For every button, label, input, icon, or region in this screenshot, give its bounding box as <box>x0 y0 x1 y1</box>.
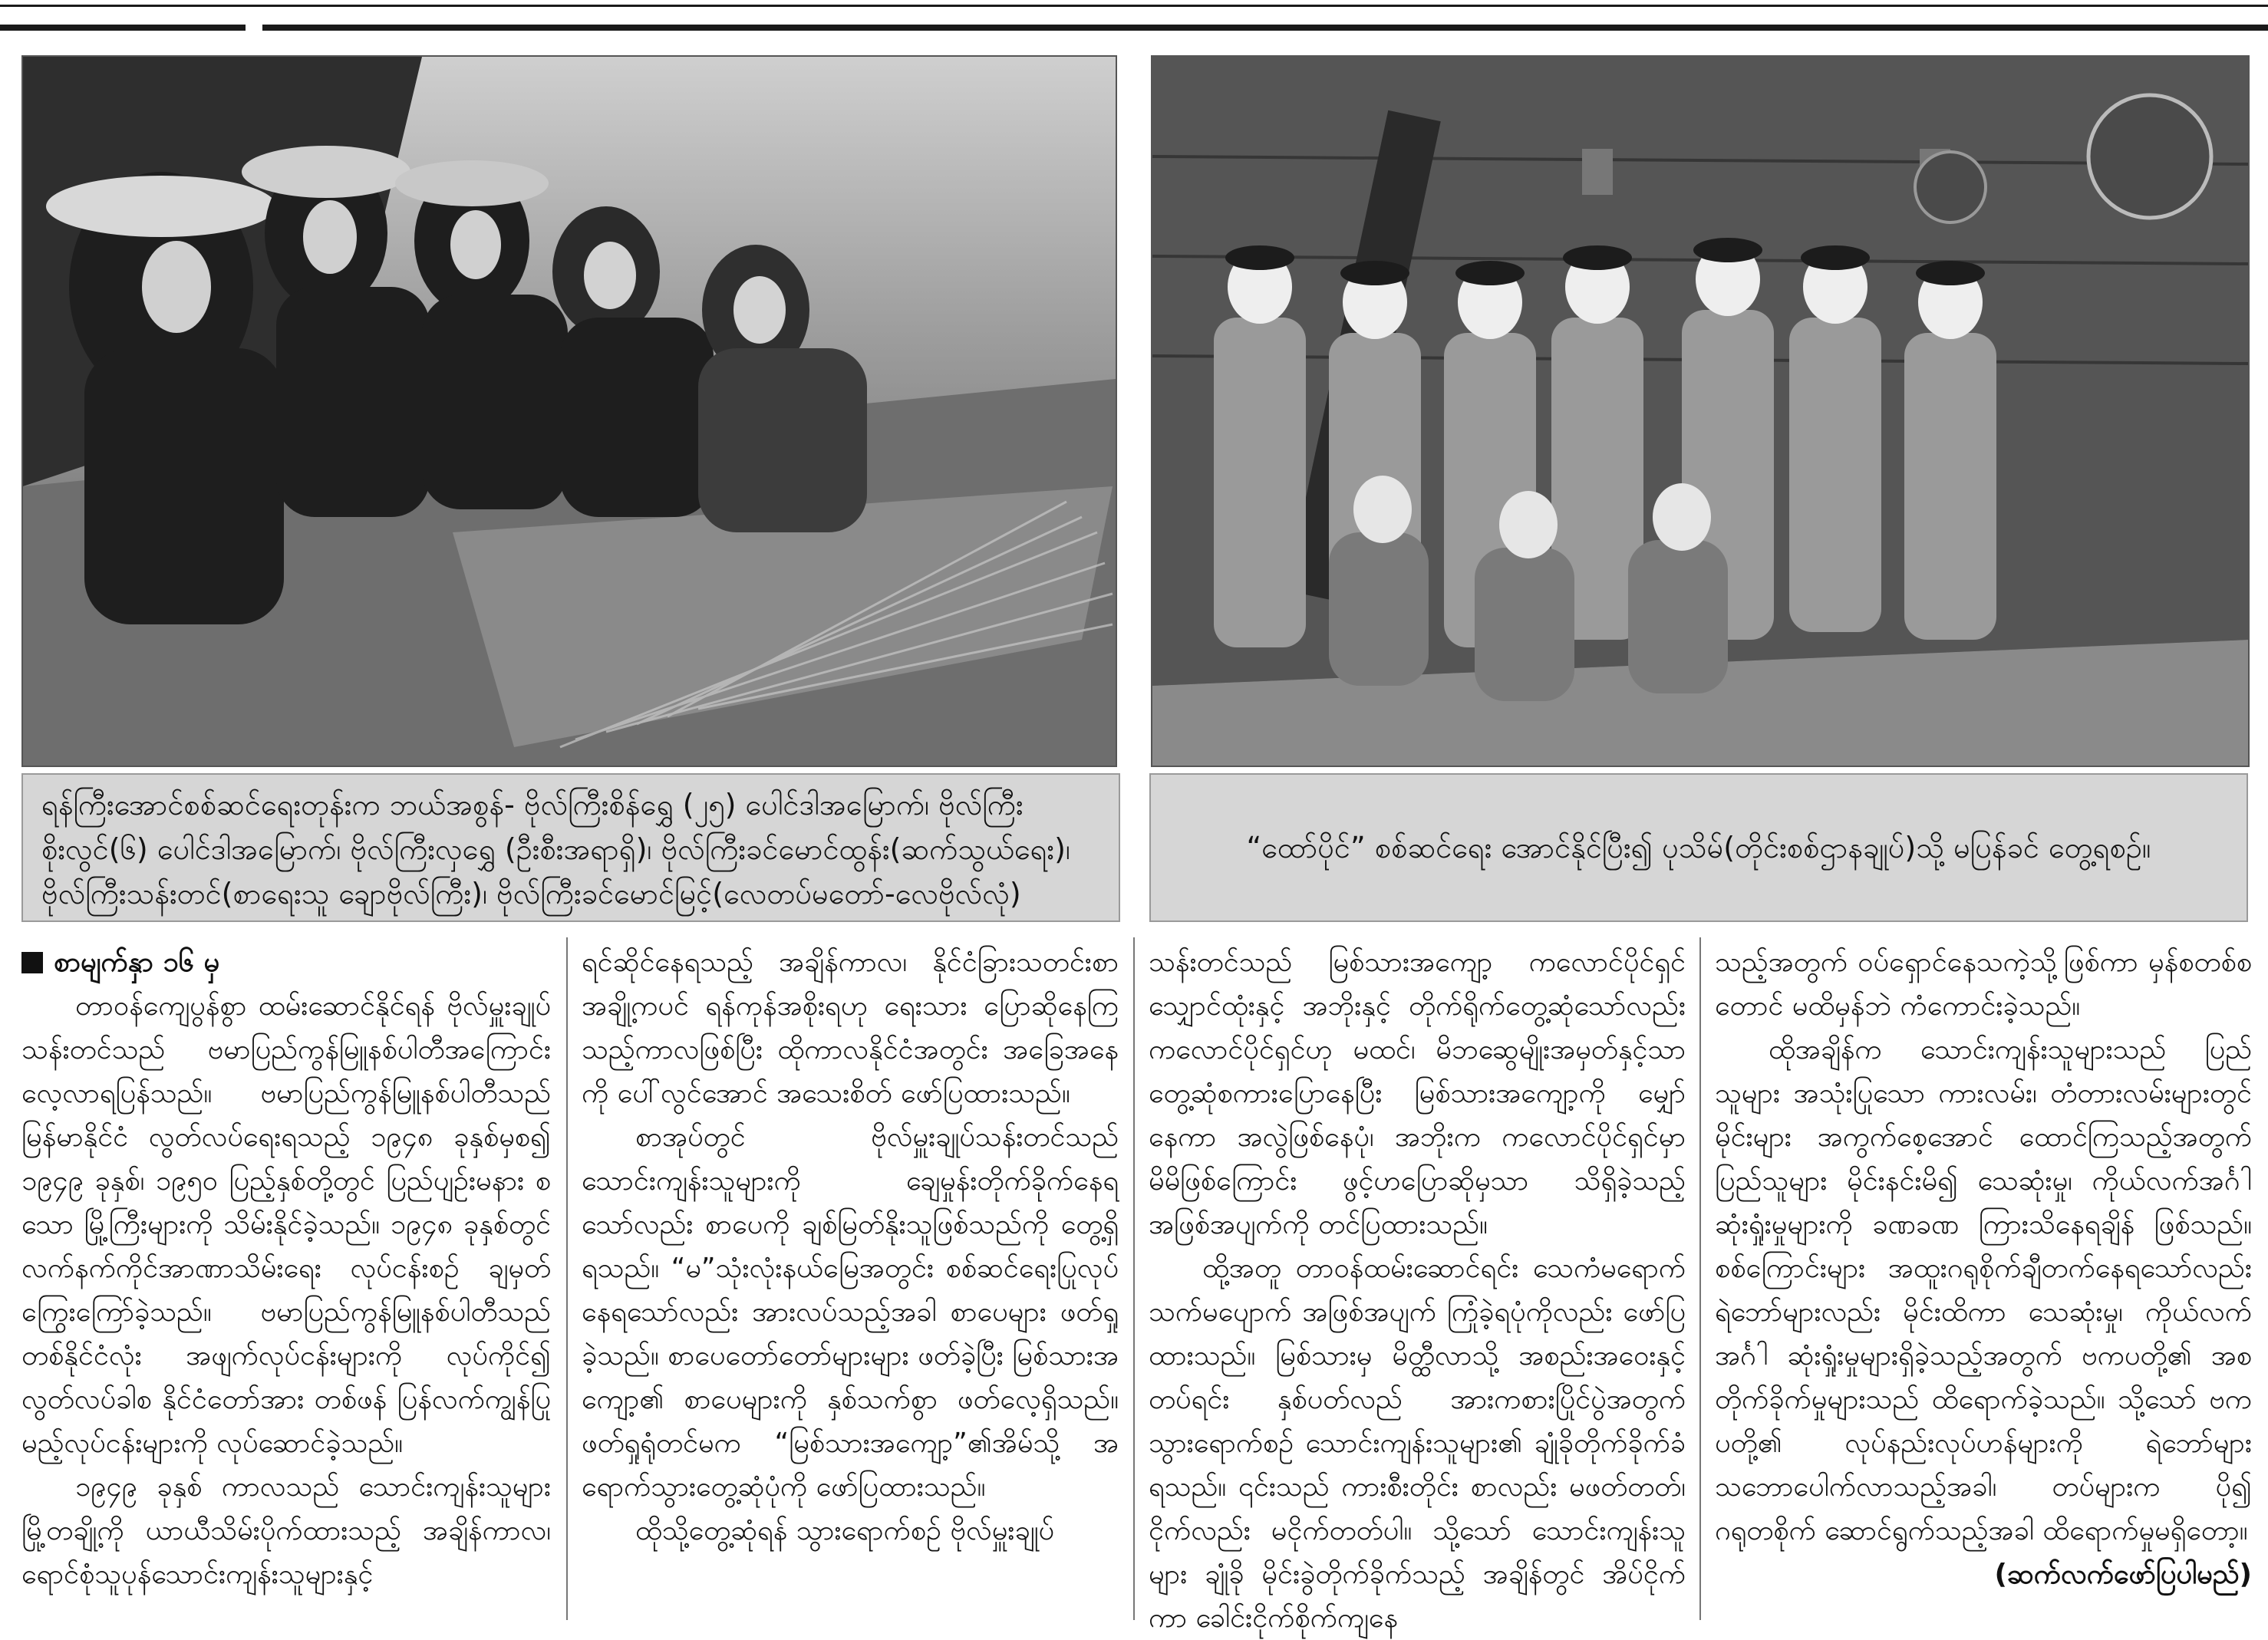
article-column-4 <box>1715 940 2252 1596</box>
caption-line: ဗိုလ်ကြီးသန်းတင်(စာရေးသူ ချောဗိုလ်ကြီး)၊ ဗိုလ်ကြီးခင်မောင်မြင့်(လေတပ်မတော်-လေဗိုလ်လုံ) <box>41 877 1021 911</box>
header-rule-top <box>0 5 2268 7</box>
caption-line: ရန်ကြီးအောင်စစ်ဆင်ရေးတုန်းက ဘယ်အစွန်- ဗိုလ်ကြီးစိန်ရွှေ (၂၅) ပေါင်ဒါအမြောက်၊ ဗိုလ်ကြီး <box>41 788 1024 822</box>
caption-line: စိုးလွင်(၆) ပေါင်ဒါအမြောက်၊ ဗိုလ်ကြီးလှရွှေ (ဦးစီးအရာရှိ)၊ ဗိုလ်ကြီးခင်မောင်ထွန်း(ဆက်သွယ်ရေး)၊ <box>41 832 1070 866</box>
to-be-continued-note: (ဆက်လက်ဖော်ပြပါမည်) <box>1994 1559 2252 1590</box>
square-bullet-icon <box>21 952 43 973</box>
continued-from-label <box>21 940 551 984</box>
column-divider <box>1699 937 1701 1620</box>
paragraph: စာအုပ်တွင် ဗိုလ်မှူးချုပ်သန်းတင်သည် သောင်းကျန်းသူများကို ချေမှုန်းတိုက်ခိုက်နေရသော်လည်း စာပေကို ချစ်မြတ်နိုးသူဖြစ်သည်ကို တွေ့ရှိရသည်။ “မ”သုံးလုံးနယ်မြေအတွင်း စစ်ဆင်ရေးပြုလုပ်နေရသော်လည်း အားလပ်သည့်အခါ စာပေများ ဖတ်ရှုခဲ့သည်။ စာပေတော်တော်များများ ဖတ်ခဲ့ပြီး မြစ်သားအကျော့၏ စာပေများကို နှစ်သက်စွာ ဖတ်လေ့ရှိသည်။ ဖတ်ရှုရုံတင်မက “မြစ်သားအကျော့”၏အိမ်သို့ အရောက်သွားတွေ့ဆုံပုံကို ဖော်ပြထားသည်။ <box>582 1121 1119 1503</box>
column-divider <box>566 937 568 1620</box>
paragraph: ထို့အတူ တာဝန်ထမ်းဆောင်ရင်း သေကံမရောက် သက်မပျောက် အဖြစ်အပျက် ကြုံခဲ့ရပုံကိုလည်း ဖော်ပြထားသည်။ မြစ်သားမှ မိတ္ထီလာသို့ အစည်းအဝေးနှင့် တပ်ရင်း နှစ်ပတ်လည် အားကစားပြိုင်ပွဲအတွက် သွားရောက်စဉ် သောင်းကျန်းသူများ၏ ချုံခိုတိုက်ခိုက်ခံရသည်။ ၎င်းသည် ကားစီးတိုင်း စာလည်း မဖတ်တတ်၊ ငိုက်လည်း မငိုက်တတ်ပါ။ သို့သော် သောင်းကျန်းသူများ ချုံခို မိုင်းခွဲတိုက်ခိုက်သည့် အချိန်တွင် အိပ်ငိုက်ကာ ခေါင်းငိုက်စိုက်ကျနေ <box>1149 1253 1686 1634</box>
header-rule-main <box>262 25 2268 31</box>
caption-text: “ထော်ပိုင်” စစ်ဆင်ရေး အောင်နိုင်ပြီး၍ ပုသိမ်(တိုင်းစစ်ဌာနချုပ်)သို့ မပြန်ခင် တွေ့ရစဉ်။ <box>1246 831 2151 864</box>
photo-officers-seated <box>21 55 1117 767</box>
paragraph: တာဝန်ကျေပွန်စွာ ထမ်းဆောင်နိုင်ရန် ဗိုလ်မှူးချုပ်သန်းတင်သည် ဗမာပြည်ကွန်မြူနစ်ပါတီအကြောင်း လေ့လာရပြန်သည်။ ဗမာပြည်ကွန်မြူနစ်ပါတီသည် မြန်မာနိုင်ငံ လွတ်လပ်ရေးရသည့် ၁၉၄၈ ခုနှစ်မှစ၍ ၁၉၄၉ ခုနှစ်၊ ၁၉၅၀ ပြည့်နှစ်တို့တွင် ပြည်ပျဉ်းမနား စသော မြို့ကြီးများကို သိမ်းနိုင်ခဲ့သည်။ ၁၉၄၈ ခုနှစ်တွင် လက်နက်ကိုင်အာဏာသိမ်းရေး လုပ်ငန်းစဉ် ချမှတ်ကြွေးကြော်ခဲ့သည်။ ဗမာပြည်ကွန်မြူနစ်ပါတီသည် တစ်နိုင်ငံလုံး အဖျက်လုပ်ငန်းများကို လုပ်ကိုင်၍ လွတ်လပ်ခါစ နိုင်ငံတော်အား တစ်ဖန် ပြန်လက်ကျွန်ပြုမည့်လုပ်ငန်းများကို လုပ်ဆောင်ခဲ့သည်။ <box>21 990 551 1459</box>
continued-from-text: စာမျက်နှာ ၁၆ မှ <box>54 947 220 978</box>
paragraph: ရင်ဆိုင်နေရသည့် အချိန်ကာလ၊ နိုင်ငံခြားသတင်းစာအချို့ကပင် ရန်ကုန်အစိုးရဟု ရေးသား ပြောဆိုနေကြသည့်ကာလဖြစ်ပြီး ထိုကာလနိုင်ငံအတွင်း အခြေအနေကို ပေါ်လွင်အောင် အသေးစိတ် ဖော်ပြထားသည်။ <box>582 947 1119 1109</box>
article-column-1 <box>21 940 551 1596</box>
column-divider <box>1133 937 1135 1620</box>
paragraph: ထိုအချိန်က သောင်းကျန်းသူများသည် ပြည်သူများ အသုံးပြုသော ကားလမ်း၊ တံတားလမ်းများတွင် မိုင်းများ အကွက်စေ့အောင် ထောင်ကြသည့်အတွက် ပြည်သူများ မိုင်းနင်းမိ၍ သေဆုံးမှု၊ ကိုယ်လက်အင်္ဂါ ဆုံးရှုံးမှုများကို ခဏခဏ ကြားသိနေရချိန် ဖြစ်သည်။ စစ်ကြောင်းများ အထူးဂရုစိုက်ချီတက်နေရသော်လည်း ရဲဘော်များလည်း မိုင်းထိကာ သေဆုံးမှု၊ ကိုယ်လက်အင်္ဂါ ဆုံးရှုံးမှုများရှိခဲ့သည့်အတွက် ဗကပတို့၏ အစတိုက်ခိုက်မှုများသည် ထိရောက်ခဲ့သည်။ သို့သော် ဗကပတို့၏ လုပ်နည်းလုပ်ဟန်များကို ရဲဘော်များ သဘောပေါက်လာသည့်အခါ၊ တပ်များက ပို၍ ဂရုတစိုက် ဆောင်ရွက်သည့်အခါ ထိရောက်မှုမရှိတော့။ <box>1715 1034 2252 1546</box>
paragraph: ၁၉၄၉ ခုနှစ် ကာလသည် သောင်းကျန်းသူများ မြို့တချို့ကို ယာယီသိမ်းပိုက်ထားသည့် အချိန်ကာလ၊ ရောင်စုံသူပုန်သောင်းကျန်းသူများနှင့် <box>21 1471 551 1590</box>
article-column-2 <box>582 940 1119 1553</box>
paragraph: သည့်အတွက် ဝပ်ရှောင်နေသကဲ့သို့ဖြစ်ကာ မှန်စတစ်စတောင် မထိမှန်ဘဲ ကံကောင်းခဲ့သည်။ <box>1715 947 2252 1022</box>
photo-officers-standing <box>1151 55 2250 767</box>
paragraph: ထိုသို့တွေ့ဆုံရန် သွားရောက်စဉ် ဗိုလ်မှူးချုပ် <box>635 1515 1055 1546</box>
photo-caption-left <box>21 773 1120 922</box>
paragraph: သန်းတင်သည် မြစ်သားအကျော့ ကလောင်ပိုင်ရှင်သျှောင်ထုံးနှင့် အဘိုးနှင့် တိုက်ရိုက်တွေ့ဆုံသော်လည်း ကလောင်ပိုင်ရှင်ဟု မထင်၊ မိဘဆွေမျိုးအမှတ်နှင့်သာ တွေ့ဆုံစကားပြောနေပြီး မြစ်သားအကျော့ကို မျှော်နေကာ အလွဲဖြစ်နေပုံ၊ အဘိုးက ကလောင်ပိုင်ရှင်မှာ မိမိဖြစ်ကြောင်း ဖွင့်ဟပြောဆိုမှသာ သိရှိခဲ့သည့် အဖြစ်အပျက်ကို တင်ပြထားသည်။ <box>1149 947 1686 1240</box>
photo-caption-right <box>1149 773 2248 922</box>
article-column-3 <box>1149 940 1686 1640</box>
header-rule-left <box>0 25 246 31</box>
